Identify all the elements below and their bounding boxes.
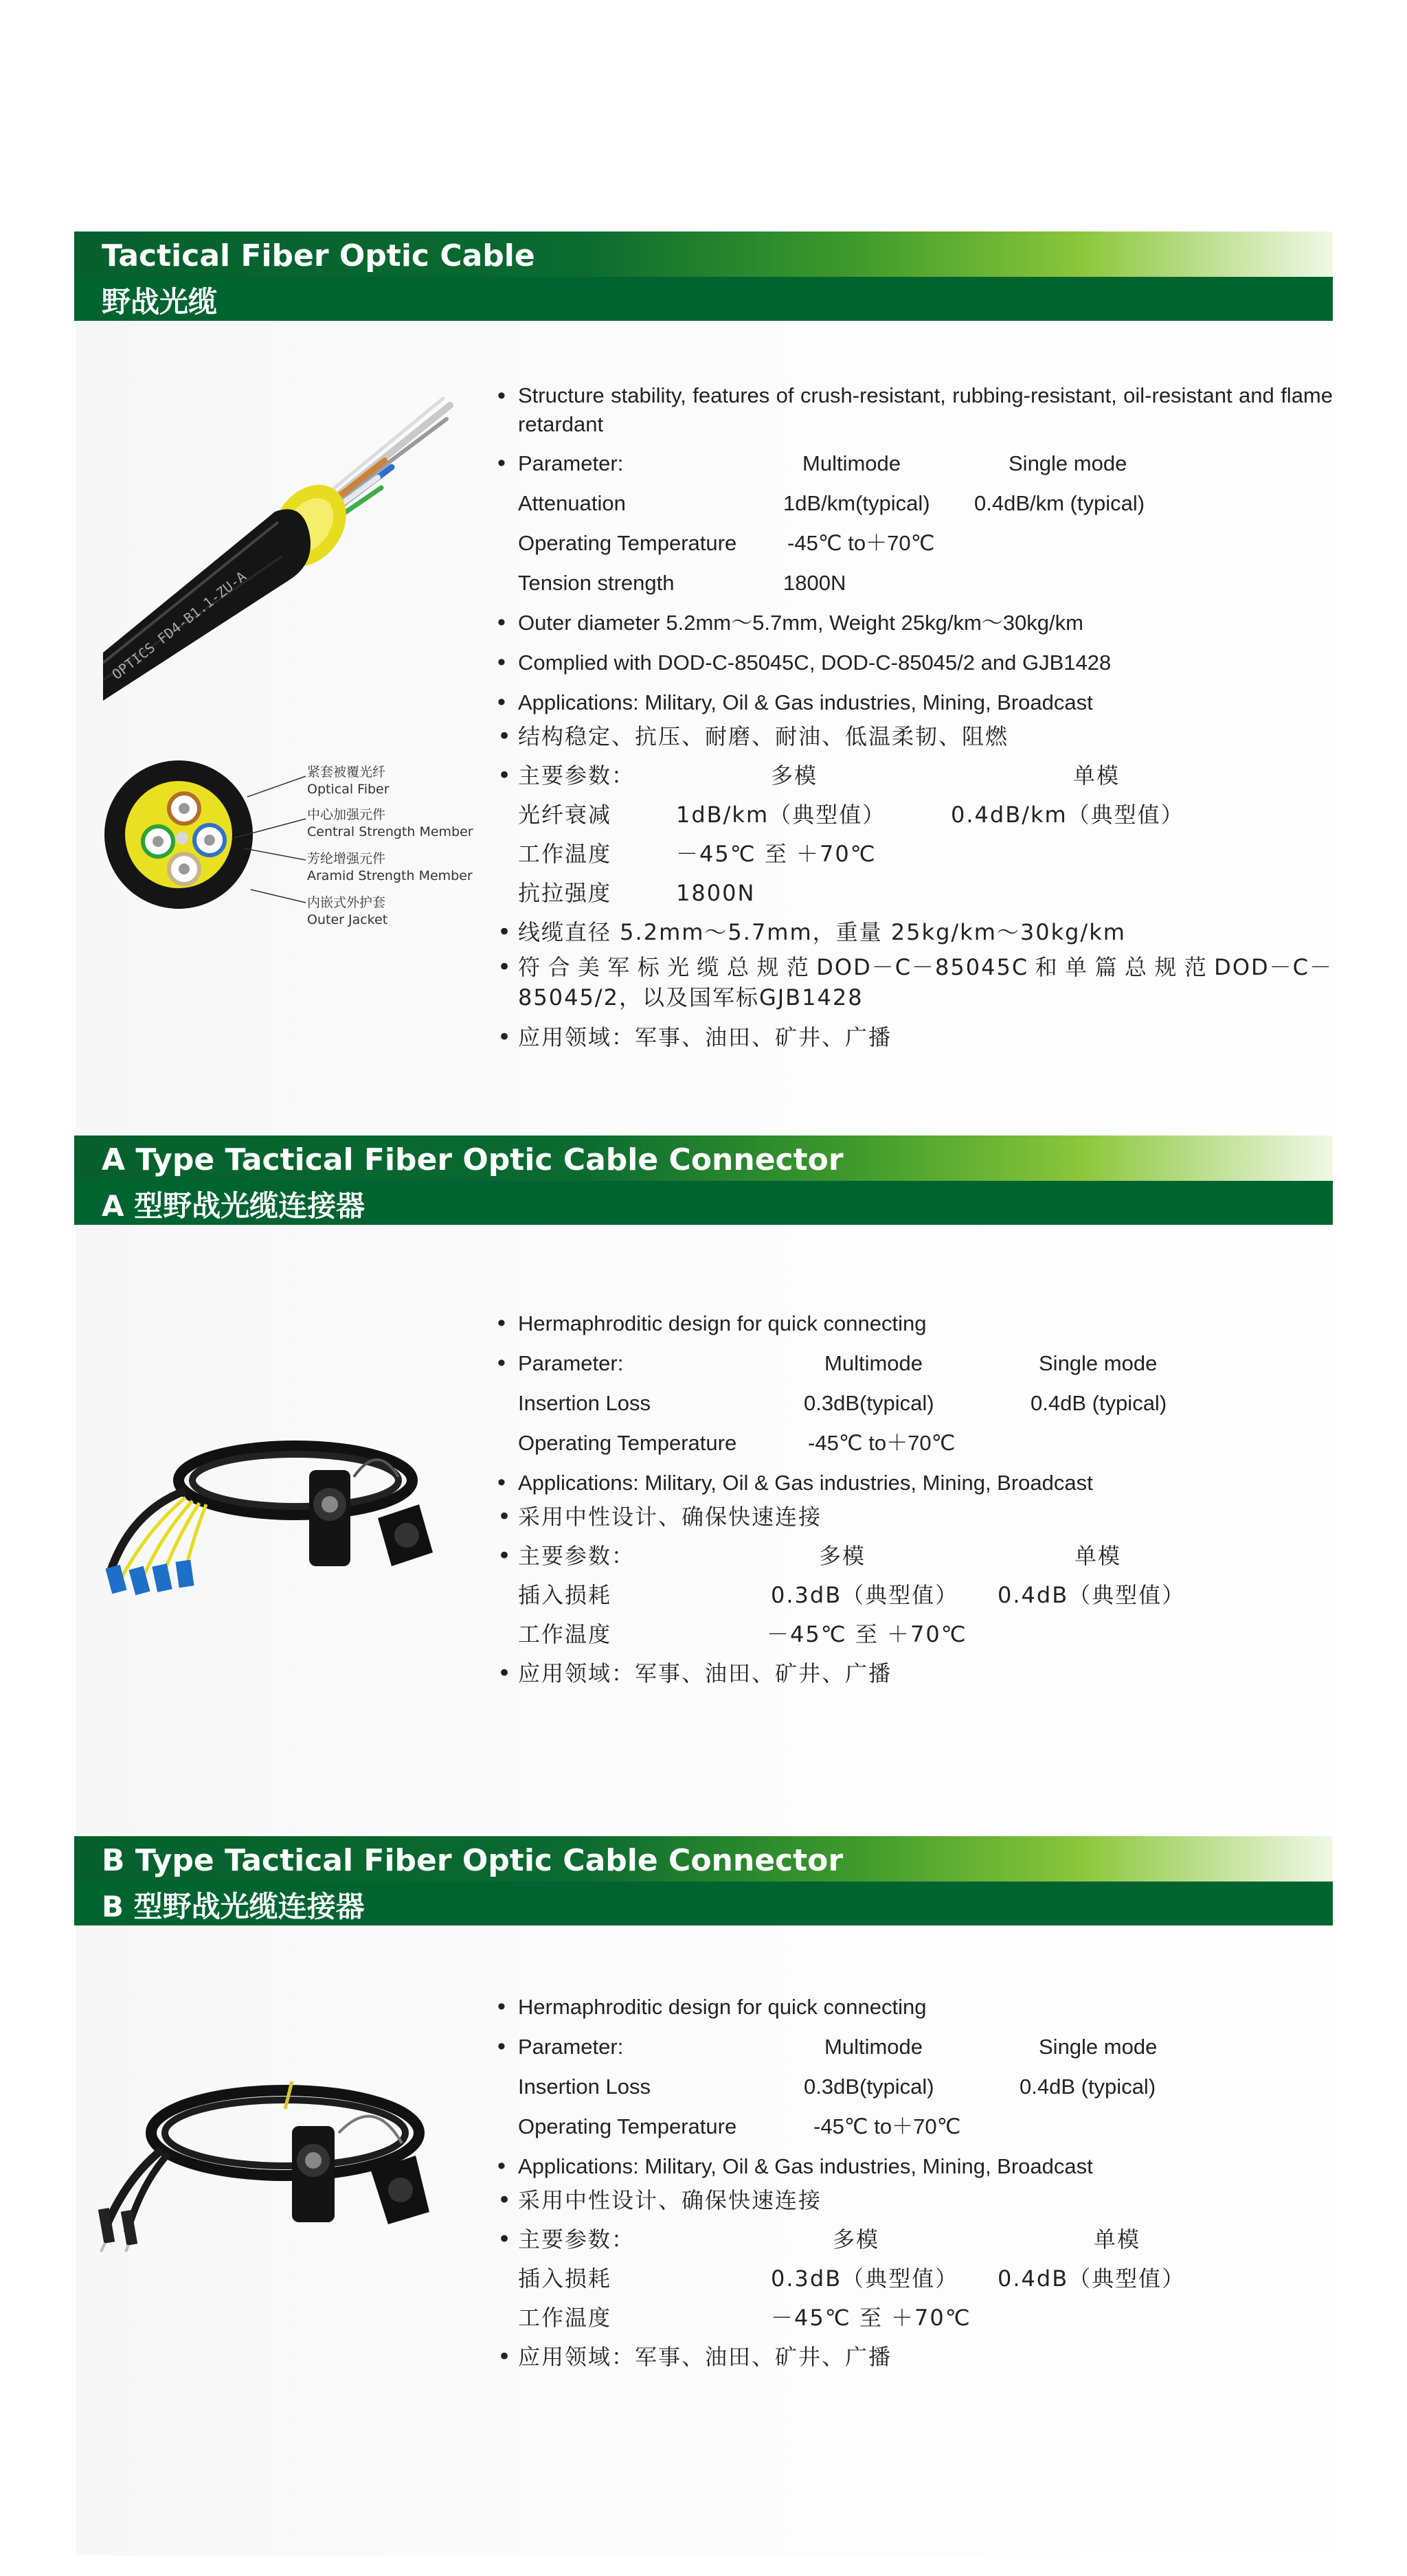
spec-structure-en: • Structure stability, features of crush-resistant, rubbing-resistant, oil-resistant and flame retardant — [496, 381, 1333, 439]
cable-photo — [103, 392, 460, 701]
spec-row: Insertion Loss 0.3dB(typical) 0.4dB (typical) — [518, 1391, 1167, 1415]
callout-outer-jacket: 内嵌式外护套 Outer Jacket — [307, 895, 388, 927]
spec-row-zh: 光纤衰减 1dB/km（典型值） 0.4dB/km（典型值） — [518, 802, 1184, 828]
callout-aramid-member: 芳纶增强元件 Aramid Strength Member — [307, 851, 473, 883]
spec-row-zh: 抗拉强度 1800N — [518, 880, 756, 906]
spec-parameter-header: • Parameter: Multimode Single mode — [496, 1348, 1334, 1378]
spec-design-en: • Hermaphroditic design for quick connecting — [496, 1992, 1334, 2022]
callout-optical-fiber: 紧套被覆光纤 Optical Fiber — [307, 765, 390, 797]
spec-applications-en: • Applications: Military, Oil & Gas industries, Mining, Broadcast — [496, 2151, 1334, 2181]
spec-row-zh: 插入损耗 0.3dB（典型值） 0.4dB（典型值） — [518, 2266, 1186, 2292]
section-banner — [74, 231, 1333, 321]
spec-parameter-zh: • 主要参数： 多模 单模 — [496, 756, 1333, 795]
spec-row-zh: 工作温度 －45℃ 至 ＋70℃ — [518, 841, 877, 867]
spec-row-zh: 工作温度 －45℃ 至 ＋70℃ — [518, 1621, 967, 1647]
spec-design-zh: • 采用中性设计、确保快速连接 — [496, 1498, 1334, 1537]
spec-applications-en: • Applications: Military, Oil & Gas industries, Mining, Broadcast — [496, 688, 1333, 717]
spec-parameter-header: • Parameter: Multimode Single mode — [496, 449, 1333, 478]
spec-row: Tension strength 1800N — [518, 571, 846, 595]
spec-list — [496, 1309, 1334, 1693]
spec-row-zh: 工作温度 －45℃ 至 ＋70℃ — [518, 2305, 971, 2331]
section-title-zh: B 型野战光缆连接器 — [102, 1890, 365, 1923]
connector-a-photo — [89, 1415, 447, 1607]
spec-applications-zh: • 应用领域：军事、油田、矿井、广播 — [496, 1018, 1333, 1057]
callout-leaders — [227, 762, 309, 907]
spec-structure-zh: • 结构稳定、抗压、耐磨、耐油、低温柔韧、阻燃 — [496, 717, 1333, 756]
section-banner — [74, 1836, 1333, 1925]
spec-row: Operating Temperature -45℃ to＋70℃ — [518, 2114, 961, 2138]
spec-applications-zh: • 应用领域：军事、油田、矿井、广播 — [496, 1654, 1334, 1693]
spec-outer-en: • Outer diameter 5.2mm～5.7mm, Weight 25kg/km～30kg/km — [496, 608, 1333, 637]
section-banner — [74, 1136, 1333, 1225]
spec-design-en: • Hermaphroditic design for quick connecting — [496, 1309, 1334, 1338]
section-title-en: A Type Tactical Fiber Optic Cable Connector — [102, 1142, 844, 1177]
spec-row: Operating Temperature -45℃ to＋70℃ — [518, 1431, 956, 1455]
spec-applications-en: • Applications: Military, Oil & Gas industries, Mining, Broadcast — [496, 1468, 1334, 1498]
spec-complied-en: • Complied with DOD-C-85045C, DOD-C-85045/2 and GJB1428 — [496, 648, 1333, 677]
spec-applications-zh: • 应用领域：军事、油田、矿井、广播 — [496, 2338, 1334, 2377]
spec-parameter-zh: • 主要参数： 多模 单模 — [496, 2220, 1334, 2259]
section-title-en: B Type Tactical Fiber Optic Cable Connector — [102, 1843, 844, 1878]
spec-parameter-zh: • 主要参数： 多模 单模 — [496, 1537, 1334, 1576]
spec-design-zh: • 采用中性设计、确保快速连接 — [496, 2181, 1334, 2220]
spec-outer-zh: • 线缆直径 5.2mm～5.7mm，重量 25kg/km～30kg/km — [496, 913, 1333, 952]
spec-complied-zh: • 符合美军标光缆总规范DOD－C－85045C和单篇总规范DOD－C－85045/2，以及国军标GJB1428 — [496, 952, 1333, 1013]
cable-illustration — [103, 392, 460, 701]
spec-row: Insertion Loss 0.3dB(typical) 0.4dB (typical) — [518, 2075, 1156, 2099]
spec-parameter-header: • Parameter: Multimode Single mode — [496, 2032, 1334, 2061]
cable-print-text: OPTICS FD4-B1.1-ZU-A — [109, 567, 249, 683]
connector-b-photo — [86, 2068, 457, 2253]
spec-list — [496, 381, 1333, 1057]
section-title-zh: 野战光缆 — [102, 285, 218, 319]
spec-list — [496, 1992, 1334, 2377]
section-title-zh: A 型野战光缆连接器 — [102, 1189, 365, 1223]
spec-row: Attenuation 1dB/km(typical) 0.4dB/km (typical) — [518, 491, 1145, 515]
callout-central-member: 中心加强元件 Central Strength Member — [307, 807, 473, 839]
spec-row-zh: 插入损耗 0.3dB（典型值） 0.4dB（典型值） — [518, 1582, 1186, 1608]
section-title-en: Tactical Fiber Optic Cable — [102, 238, 535, 273]
spec-row: Operating Temperature -45℃ to＋70℃ — [518, 531, 935, 555]
